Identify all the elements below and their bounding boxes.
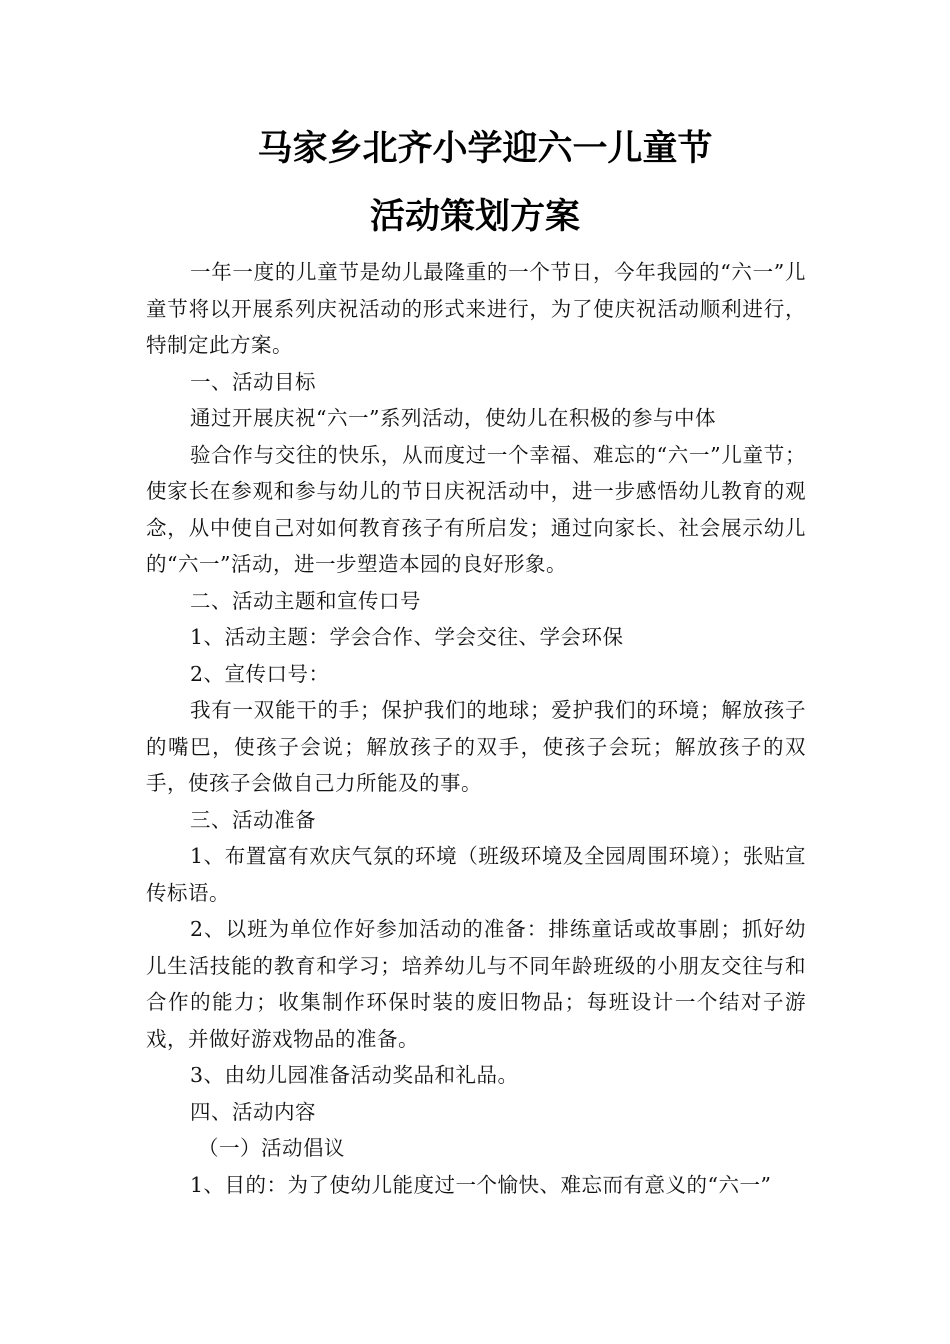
section-heading-theme: 二、活动主题和宣传口号 bbox=[190, 588, 421, 613]
document-title-line-1: 马家乡北齐小学迎六一儿童节 bbox=[257, 129, 713, 169]
preparation-item-1: 1、布置富有欢庆气氛的环境（班级环境及全园周围环境）；张贴宣传标语。 bbox=[146, 844, 806, 905]
slogan-label: 2、宣传口号： bbox=[190, 661, 330, 686]
goals-paragraph-line-1: 通过开展庆祝“六一”系列活动，使幼儿在积极的参与中体 bbox=[190, 406, 716, 430]
purpose-paragraph: 1、目的：为了使幼儿能度过一个愉快、难忘而有意义的“六一” bbox=[190, 1172, 772, 1197]
intro-paragraph: 一年一度的儿童节是幼儿最隆重的一个节日，今年我园的“六一”儿童节将以开展系列庆祝活动的形式来进行，为了使庆祝活动顺利进行，特制定此方案。 bbox=[146, 260, 806, 357]
section-heading-content: 四、活动内容 bbox=[190, 1099, 316, 1124]
section-heading-preparation: 三、活动准备 bbox=[190, 807, 316, 832]
slogan-paragraph: 我有一双能干的手；保护我们的地球；爱护我们的环境；解放孩子的嘴巴，使孩子会说；解放孩子的双手，使孩子会玩；解放孩子的双手，使孩子会做自己力所能及的事。 bbox=[146, 698, 806, 795]
goals-paragraph-continued: 验合作与交往的快乐，从而度过一个幸福、难忘的“六一”儿童节；使家长在参观和参与幼儿的节日庆祝活动中，进一步感悟幼儿教育的观念，从中使自己对如何教育孩子有所启发；通过向家长、社会展示幼儿的“六一”活动，进一步塑造本园的良好形象。 bbox=[146, 442, 806, 576]
theme-item: 1、活动主题：学会合作、学会交往、学会环保 bbox=[190, 625, 624, 649]
document-title-line-2: 活动策划方案 bbox=[369, 197, 580, 237]
preparation-item-2: 2、以班为单位作好参加活动的准备：排练童话或故事剧；抓好幼儿生活技能的教育和学习；培养幼儿与不同年龄班级的小朋友交往与和合作的能力；收集制作环保时装的废旧物品；每班设计一个结对子游戏，并做好游戏物品的准备。 bbox=[146, 917, 806, 1051]
document-body bbox=[146, 254, 806, 1203]
preparation-item-3: 3、由幼儿园准备活动奖品和礼品。 bbox=[190, 1063, 519, 1087]
section-heading-goals: 一、活动目标 bbox=[190, 369, 316, 394]
subsection-heading-initiative: （一）活动倡议 bbox=[198, 1136, 345, 1160]
